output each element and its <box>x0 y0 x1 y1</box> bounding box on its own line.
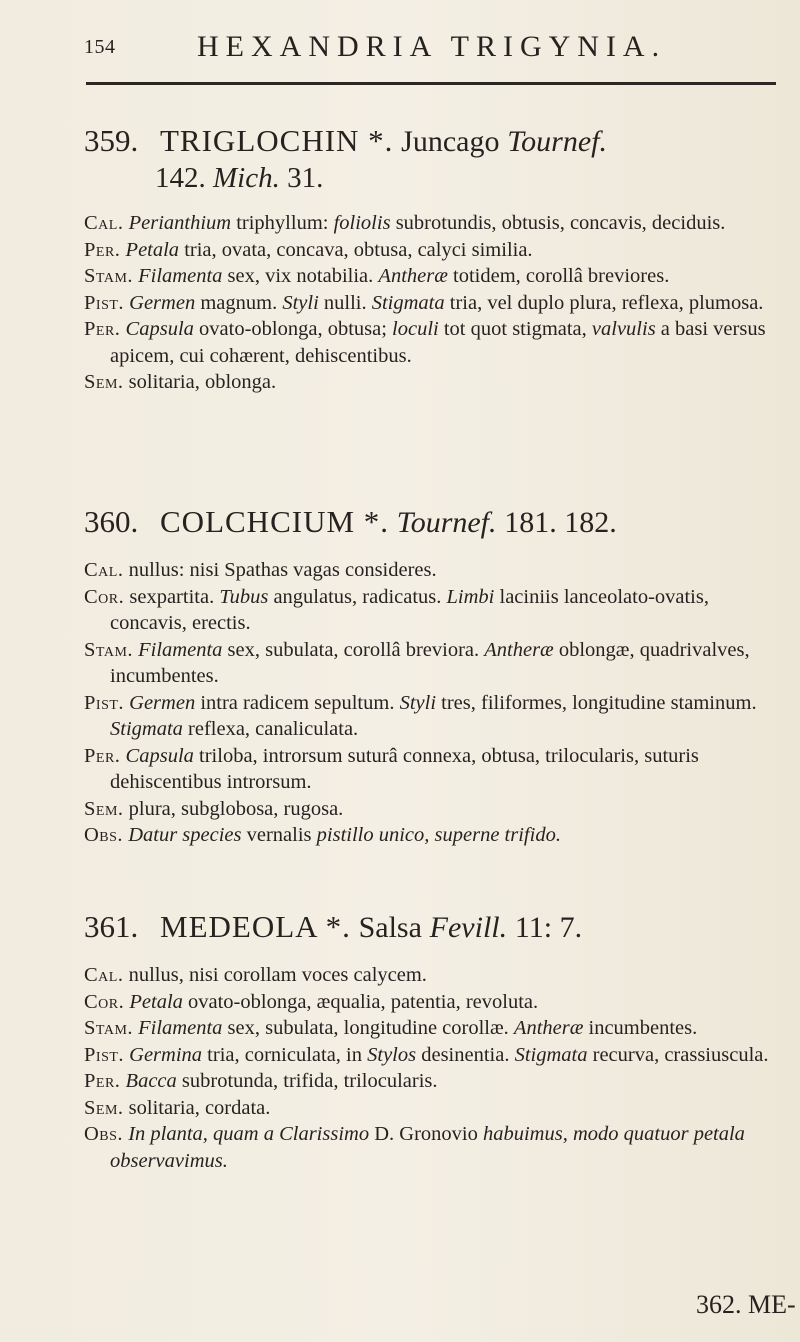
term: Stigmata <box>514 1043 588 1066</box>
text: tres, filiformes, longitudine staminum. <box>441 691 757 714</box>
genus-name: COLCHCIUM *. <box>160 504 390 539</box>
text: solitaria, cordata. <box>128 1096 271 1119</box>
reference-number: 11: 7. <box>514 911 583 944</box>
text: nullus: nisi Spathas vagas consideres. <box>128 559 437 581</box>
term: Antheræ <box>484 638 554 661</box>
entry-heading <box>84 908 790 947</box>
entry-heading-line2 <box>84 161 790 195</box>
description-line-seeds <box>84 369 790 396</box>
term: loculi <box>392 318 439 340</box>
text: reflexa, canaliculata. <box>188 718 359 740</box>
description-line-seeds <box>84 1095 790 1122</box>
text: nulli. <box>323 291 367 314</box>
synonym: Salsa <box>358 911 422 944</box>
term: Bacca <box>125 1070 177 1092</box>
part-label: Obs. <box>84 1123 124 1145</box>
description-line-corolla <box>84 584 790 637</box>
part-label: Stam. <box>84 1017 134 1039</box>
part-label: Pist. <box>84 691 125 714</box>
term: Styli <box>399 691 437 714</box>
description-line-stamens <box>84 263 790 290</box>
entry-359-triglochin <box>84 122 790 396</box>
header-rule <box>86 82 776 85</box>
text: ovato-oblonga, obtusa; <box>199 318 387 340</box>
entry-360-colchicum <box>84 503 790 849</box>
text: solitaria, oblonga. <box>128 371 277 393</box>
text: sex, vix notabilia. <box>227 265 374 287</box>
term: Stylos <box>367 1043 417 1066</box>
description-line-pistil <box>84 290 790 317</box>
author-reference: Mich. <box>213 162 280 194</box>
entry-heading <box>84 122 790 161</box>
description-line-calyx <box>84 557 790 584</box>
text: incumbentes. <box>588 1017 698 1039</box>
term: Germina <box>129 1043 203 1066</box>
text: totidem, corollâ breviores. <box>453 265 670 287</box>
term: Filamenta <box>138 265 223 287</box>
description-line-pericarp <box>84 316 790 369</box>
reference-number: 181. 182. <box>504 506 617 539</box>
part-label: Obs. <box>84 824 124 846</box>
text: laciniis lanceolato-ovatis, concavis, erectis. <box>110 585 709 634</box>
description-line-seeds <box>84 796 790 823</box>
text: triphyllum: <box>236 212 329 234</box>
term: Filamenta <box>138 638 223 661</box>
term: Datur species <box>128 824 242 846</box>
running-title: HEXANDRIA TRIGYNIA. <box>197 30 667 63</box>
part-label: Cor. <box>84 990 125 1013</box>
text: ovato-oblonga, æqualia, patentia, revoluta. <box>188 990 539 1013</box>
term: Stigmata <box>110 718 183 740</box>
part-label: Cal. <box>84 559 124 581</box>
entry-361-medeola <box>84 908 790 1174</box>
description-line-calyx <box>84 962 790 989</box>
text: sex, subulata, corollâ breviora. <box>227 638 480 661</box>
term: Germen <box>129 691 196 714</box>
text: recurva, crassiuscula. <box>592 1043 769 1066</box>
part-label: Pist. <box>84 1043 125 1066</box>
term: foliolis <box>333 212 391 234</box>
entry-description <box>84 557 790 849</box>
term: valvulis <box>591 318 656 340</box>
description-line-pistil <box>84 690 790 743</box>
term: Petala <box>125 238 180 261</box>
entry-number: 361. <box>84 909 139 944</box>
reference-number: 31. <box>287 162 324 194</box>
part-label: Per. <box>84 318 121 340</box>
text: vernalis <box>246 824 312 846</box>
description-line-pericarp <box>84 743 790 796</box>
author-reference: Fevill. <box>429 911 508 944</box>
term: Capsula <box>125 318 194 340</box>
term: pistillo unico, superne trifido. <box>316 824 561 846</box>
entry-number: 359. <box>84 123 139 158</box>
text: desinentia. <box>421 1043 510 1066</box>
reference-number: 142. <box>155 162 206 194</box>
term: Styli <box>282 291 319 314</box>
text: tot quot stigmata, <box>443 318 587 340</box>
term: In planta, quam a Clarissimo <box>128 1123 370 1145</box>
term: Perianthium <box>128 212 232 234</box>
term: Filamenta <box>138 1017 223 1039</box>
text: magnum. <box>200 291 278 314</box>
text: nullus, nisi corollam voces calycem. <box>128 964 427 986</box>
genus-name: MEDEOLA *. <box>160 909 351 944</box>
text: plura, subglobosa, rugosa. <box>128 797 344 820</box>
description-line-stamens <box>84 1015 790 1042</box>
description-line-corolla <box>84 989 790 1016</box>
text: intra radicem sepultum. <box>200 691 395 714</box>
part-label: Sem. <box>84 797 124 820</box>
text: sexpartita. <box>129 585 215 608</box>
description-line-pistil <box>84 1042 790 1069</box>
term: Limbi <box>446 585 495 608</box>
part-label: Per. <box>84 744 121 767</box>
part-label: Stam. <box>84 265 134 287</box>
synonym: Juncago <box>401 125 500 158</box>
term: Stigmata <box>371 291 445 314</box>
description-line-stamens <box>84 637 790 690</box>
part-label: Sem. <box>84 1096 124 1119</box>
genus-name: TRIGLOCHIN *. <box>160 123 394 158</box>
author-reference: Tournef. <box>396 506 497 539</box>
part-label: Cal. <box>84 212 124 234</box>
text: tria, vel duplo plura, reflexa, plumosa. <box>449 291 764 314</box>
catchword: 362. ME- <box>696 1290 796 1319</box>
text: sex, subulata, longitudine corollæ. <box>227 1017 509 1039</box>
text: subrotundis, obtusis, concavis, deciduis. <box>395 212 726 234</box>
page-number: 154 <box>84 36 116 58</box>
entry-heading <box>84 503 790 542</box>
description-line-calyx <box>84 210 790 237</box>
part-label: Cal. <box>84 964 124 986</box>
text: a basi versus apicem, cui cohærent, dehiscentibus. <box>110 318 766 367</box>
part-label: Sem. <box>84 371 124 393</box>
running-head <box>84 30 784 70</box>
text: triloba, introrsum suturâ connexa, obtusa, trilocularis, suturis dehiscentibus introrsum. <box>110 744 699 793</box>
part-label: Stam. <box>84 638 134 661</box>
description-line-pericarp <box>84 1068 790 1095</box>
part-label: Per. <box>84 238 121 261</box>
text: angulatus, radicatus. <box>273 585 442 608</box>
text: oblongæ, quadrivalves, incumbentes. <box>110 638 750 687</box>
entry-description <box>84 210 790 396</box>
text: tria, ovata, concava, obtusa, calyci similia. <box>184 238 533 261</box>
part-label: Pist. <box>84 291 125 314</box>
term: Petala <box>129 990 183 1013</box>
text: subrotunda, trifida, trilocularis. <box>181 1070 438 1092</box>
text: D. Gronovio <box>374 1123 478 1145</box>
description-line-observation <box>84 822 790 849</box>
part-label: Cor. <box>84 585 125 608</box>
text: tria, corniculata, in <box>207 1043 362 1066</box>
description-line-observation <box>84 1121 790 1174</box>
term: Tubus <box>219 585 269 608</box>
term: Capsula <box>125 744 194 767</box>
entry-number: 360. <box>84 504 139 539</box>
term: Antheræ <box>513 1017 584 1039</box>
author-reference: Tournef. <box>507 125 607 158</box>
term: habuimus, modo quatuor petala observavimus. <box>110 1123 745 1172</box>
part-label: Per. <box>84 1070 121 1092</box>
description-line-petals <box>84 237 790 264</box>
entry-description <box>84 962 790 1174</box>
term: Antheræ <box>378 265 448 287</box>
term: Germen <box>129 291 196 314</box>
